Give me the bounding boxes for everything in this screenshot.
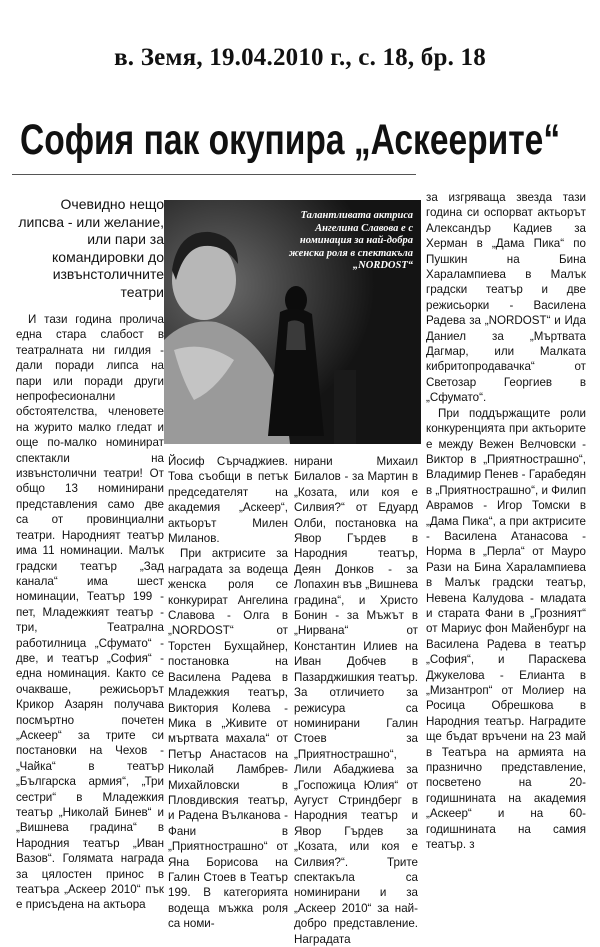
headline-rule bbox=[12, 174, 416, 175]
paragraph: И тази година пролича една стара слабост в театралната ни гилдия - дали поради липса на пари или поради други непрофесионални обстоятелства, членовете на журито малко гледат и още по-малко номинират спектакли на извънстолични театри! От общо 13 номинирани представления само две са от провинциални театри. Народният театър има 11 номинации. Малък градски театър „Зад канала“ има шест номинации, Театър 199 - пет, Младежкият театър - три, Театрална работилница „Сфумато“ - две, и театър „София“ - една номинация. Както се очакваше, режисьорът Крикор Азарян получава посмъртно почетен „Аскеер“ за трите си постановки на Чехов - „Чайка“ в театър „Българска армия“, „Три сестри“ в Младежкия театър „Николай Бинев“ и „Вишнева градина“ в Народния театър „Иван Вазов“. Голямата награда за цялостен принос в театъра „Аскеер 2010“ пък е присъдена на актьора bbox=[16, 313, 164, 912]
lead-text: Очевидно нещо липсва - или желание, или пари за командировки до извънстоличните театри bbox=[18, 196, 164, 300]
article-column-1 bbox=[16, 312, 164, 913]
headline: София пак окупира „Аскеерите“ bbox=[20, 116, 561, 164]
paragraph: При поддържащите роли конкуренцията при актьорите е между Вежен Велчовски - Виктор в „Приятнострашно“, Владимир Пенев - Гарабедян в „Приятнострашно“, и Филип Аврамов - Игор Томски в „Дама Пика“, а при актрисите - Василена Атанасова - Норма в „Перла“ от Мауро Рази на Бина Харалампиева в Малък градски театър, Невена Калудова - младата и старата Фани в „Грозният“ от Мариус фон Майенбург на Василена Радева в театър „София“, и Параскева Джукелова - Елианта в „Мизантроп“ от Молиер на Росица Обрешкова в Народния театър. Наградите ще бъдат връчени на 23 май в Театъра на армията на празнично представление, посветено на 20-годишнината на академия „Аскеер“ и на 60-годишнината на самия театър. з bbox=[426, 406, 586, 852]
paragraph: При актрисите за наградата за водеща женска роля се конкурират Ангелина Славова - Олга в „NORDOST“ от Торстен Бухщайнер, постановка на Василена Радева в Младежкия театър, Виктория Колева - Мика в „Живите от мъртвата махала“ от Петър Анастасов на Николай Ламбрев-Михайловски в Пловдивския театър, и Радена Вълканова - Фани в „Приятнострашно“ от Яна Борисова на Галин Стоев в Театър 199. В категорията водеща мъжка роля са номи- bbox=[168, 547, 288, 931]
paragraph: нирани Михаил Билалов - за Мартин в „Козата, или коя е Силвия?“ от Едуард Олби, постановка на Явор Гърдев в Народния театър, Деян Донков - за Лопахин във „Вишнева градина“, и Христо Бонин - за Мъжът в „Нирвана“ от Константин Илиев на Иван Добчев в Пазарджишкия театър. За отличието за режисура са номинирани Галин Стоев за „Приятнострашно“, Лили Абаджиева за „Госпожица Юлия“ от Аугуст Стриндберг в Народния театър и Явор Гърдев за „Козата, или коя е Силвия?“. Трите спектакъла са номинирани и за „Аскеер 2010“ за най-добро представление. Наградата bbox=[294, 455, 418, 946]
newspaper-clipping bbox=[12, 108, 590, 946]
article-column-3 bbox=[294, 454, 418, 947]
article-column-4 bbox=[426, 190, 586, 852]
photo-caption: Талантливата актриса Ангелина Славова е с номинация за най-добра женска роля в спектакъла „NORDOST“ bbox=[288, 210, 413, 271]
article-photo bbox=[164, 200, 421, 444]
paragraph: Йосиф Сърчаджиев. Това съобщи в петък председателят на академия „Аскеер“, актьорът Милен Миланов. bbox=[168, 455, 288, 546]
source-line: в. Земя, 19.04.2010 г., с. 18, бр. 18 bbox=[114, 44, 486, 71]
paragraph: за изгряваща звезда тази година си оспорват актьорът Александър Кадиев за Херман в „Дама Пика“ по Пушкин на Бина Харалампиева в Малък градски театър и две режисьорки - Василена Радева за „NORDOST“ и Ида Даниел за „Мъртвата Дагмар, или Малката кибритопродавачка“ от Светозар Георгиев в „Сфумато“. bbox=[426, 191, 586, 405]
article-column-2 bbox=[168, 454, 288, 932]
